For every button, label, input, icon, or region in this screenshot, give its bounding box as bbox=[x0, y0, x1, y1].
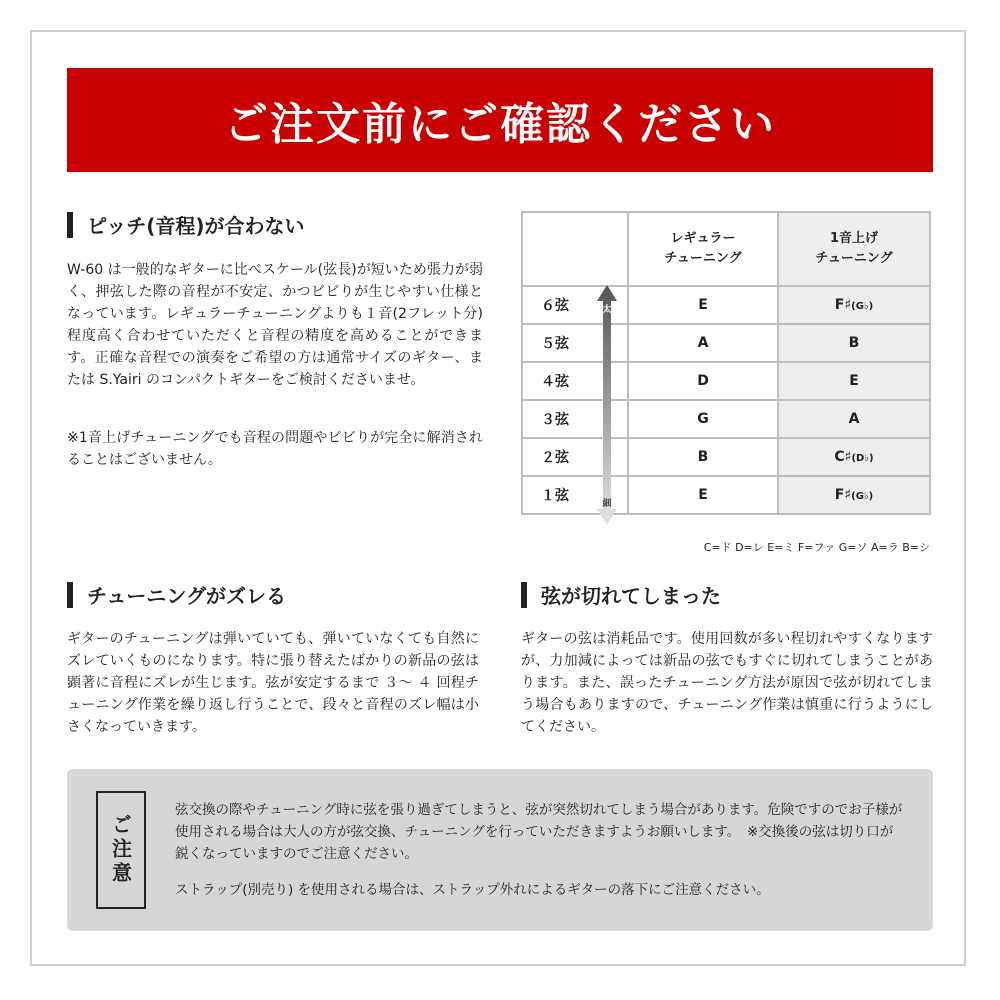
arrow-top-label: 太 bbox=[602, 305, 612, 315]
string-label: ６弦 bbox=[522, 286, 628, 324]
table-row bbox=[522, 286, 930, 324]
string-label: ４弦 bbox=[522, 362, 628, 400]
up-note: E bbox=[778, 362, 930, 400]
banner-title: ご注文前にご確認ください bbox=[224, 99, 776, 150]
thickness-arrow-icon bbox=[596, 285, 618, 525]
tuning-heading-text: チューニングがズレる bbox=[87, 584, 286, 608]
tuning-heading bbox=[67, 580, 286, 609]
table-row bbox=[522, 400, 930, 438]
up-note: B bbox=[778, 324, 930, 362]
table-row bbox=[522, 324, 930, 362]
up-note: C♯(D♭) bbox=[778, 438, 930, 476]
string-label: １弦 bbox=[522, 476, 628, 514]
pitch-heading-text: ピッチ(音程)が合わない bbox=[87, 214, 305, 238]
pitch-body: W-60 は一般的なギターに比べスケール(弦長)が短いため張力が弱く、押弦した際の音程が不安定、かつビビりが生じやすい仕様となっています。レギュラーチューニングよりも１音(2フレット分)程度高く合わせていただくと音程の精度を高めることができます。正確な音程での演奏をご希望の方は通常サイズのギター、または S.Yairi のコンパクトギターをご検討くださいませ。 bbox=[67, 262, 483, 388]
regular-note: E bbox=[628, 476, 778, 514]
table-row bbox=[522, 362, 930, 400]
up-note: A bbox=[778, 400, 930, 438]
break-body: ギターの弦は消耗品です。使用回数が多い程切れやすくなりますが、力加減によっては新品の弦でもすぐに切れてしまうことがあります。また、誤ったチューニング方法が原因で弦が切れてしまう場合もありますので、チューニング作業は慎重に行うようにしてください。 bbox=[521, 631, 933, 735]
pitch-note: ※1音上げチューニングでも音程の問題やビビりが完全に解消されることはございません。 bbox=[67, 430, 483, 468]
table-header-empty bbox=[522, 212, 628, 286]
tuning-table bbox=[521, 211, 931, 515]
regular-note: D bbox=[628, 362, 778, 400]
table-header-up: 1音上げ チューニング bbox=[778, 212, 930, 286]
regular-note: A bbox=[628, 324, 778, 362]
caution-box bbox=[67, 769, 933, 931]
up-note: F♯(G♭) bbox=[778, 476, 930, 514]
break-heading bbox=[521, 580, 721, 609]
pitch-heading bbox=[67, 210, 304, 239]
regular-note: G bbox=[628, 400, 778, 438]
note-legend: C=ド D=レ E=ミ F=ファ G=ソ A=ラ B=シ bbox=[703, 541, 930, 554]
caution-text-1: 弦交換の際やチューニング時に弦を張り過ぎてしまうと、弦が突然切れてしまう場合があります。危険ですのでお子様が使用される場合は大人の方が弦交換、チューニングを行っていただきますようお願いします。 ※交換後の弦は切り口が鋭くなっていますのでご注意ください。 bbox=[175, 802, 903, 862]
string-label: ５弦 bbox=[522, 324, 628, 362]
banner bbox=[67, 68, 933, 172]
string-label: ２弦 bbox=[522, 438, 628, 476]
regular-note: E bbox=[628, 286, 778, 324]
caution-text-2: ストラップ(別売り) を使用される場合は、ストラップ外れによるギターの落下にご注意ください。 bbox=[175, 882, 770, 898]
table-row bbox=[522, 476, 930, 514]
heading-bar bbox=[521, 582, 527, 608]
table-row bbox=[522, 438, 930, 476]
arrow-bottom-label: 細 bbox=[602, 499, 612, 509]
caution-label: ご注意 bbox=[108, 814, 133, 886]
break-heading-text: 弦が切れてしまった bbox=[541, 584, 721, 608]
string-label: ３弦 bbox=[522, 400, 628, 438]
heading-bar bbox=[67, 212, 73, 238]
heading-bar bbox=[67, 582, 73, 608]
regular-note: B bbox=[628, 438, 778, 476]
caution-label-box bbox=[96, 791, 146, 909]
tuning-body: ギターのチューニングは弾いていても、弾いていなくても自然にズレていくものになります。特に張り替えたばかりの新品の弦は顕著に音程にズレが生じます。弦が安定するまで ３～ ４ 回程チューニング作業を繰り返し行うことで、段々と音程のズレ幅は小さくなっていきます。 bbox=[67, 631, 479, 735]
table-header-regular: レギュラー チューニング bbox=[628, 212, 778, 286]
table-header-row bbox=[522, 212, 930, 286]
up-note: F♯(G♭) bbox=[778, 286, 930, 324]
